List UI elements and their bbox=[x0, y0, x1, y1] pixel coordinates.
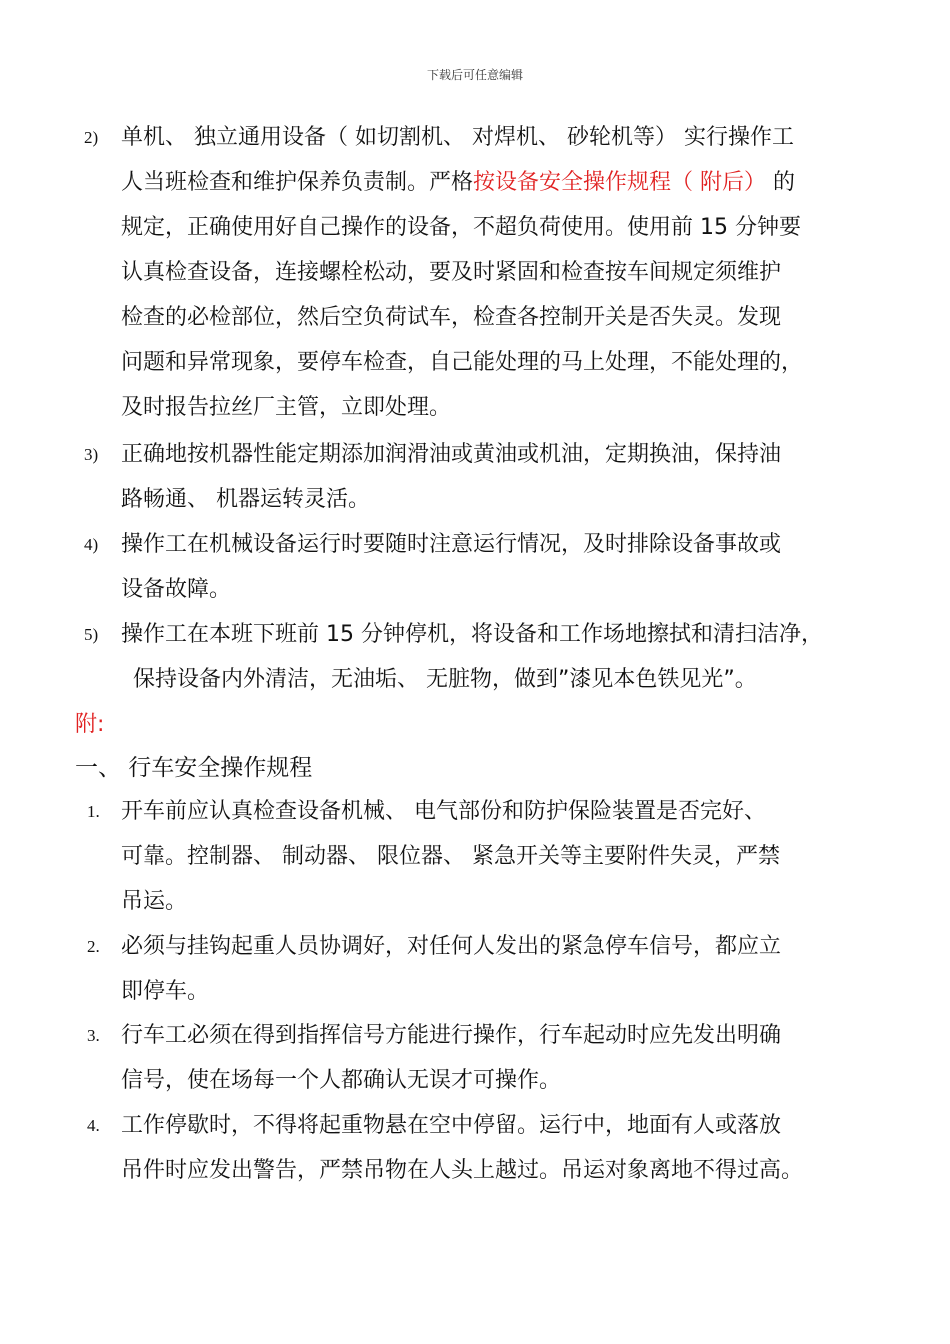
paragraph-line: 操作工在机械设备运行时要随时注意运行情况，及时排除设备事故或 bbox=[121, 532, 782, 557]
item-number: 5) bbox=[84, 625, 99, 644]
paragraph-line: 吊件时应发出警告，严禁吊物在人头上越过。吊运对象离地不得过高。 bbox=[121, 1158, 804, 1183]
paragraph-line: 工作停歇时，不得将起重物悬在空中停留。运行中，地面有人或落放 bbox=[121, 1113, 782, 1138]
paragraph-line: 操作工在本班下班前 15 分钟停机，将设备和工作场地擦拭和清扫洁净， bbox=[121, 622, 823, 647]
rule-number: 2. bbox=[87, 937, 100, 956]
paragraph-line: 认真检查设备，连接螺栓松动，要及时紧固和检查按车间规定须维护 bbox=[121, 260, 782, 285]
paragraph-line: 必须与挂钩起重人员协调好，对任何人发出的紧急停车信号，都应立 bbox=[121, 934, 782, 959]
paragraph-line: 行车工必须在得到指挥信号方能进行操作，行车起动时应先发出明确 bbox=[121, 1023, 782, 1048]
paragraph-line: 保持设备内外清洁，无油垢、 无脏物，做到”漆见本色铁见光”。 bbox=[133, 667, 757, 692]
paragraph-line: 正确地按机器性能定期添加润滑油或黄油或机油，定期换油，保持油 bbox=[121, 442, 782, 467]
rule-number: 1. bbox=[87, 802, 100, 821]
paragraph-line: 吊运。 bbox=[121, 889, 188, 914]
paragraph-line: 单机、 独立通用设备（ 如切割机、 对焊机、 砂轮机等） 实行操作工 bbox=[121, 125, 794, 150]
paragraph-line: 可靠。控制器、 制动器、 限位器、 紧急开关等主要附件失灵，严禁 bbox=[121, 844, 780, 869]
text-segment: 的 bbox=[766, 170, 796, 195]
item-number: 2) bbox=[84, 128, 99, 147]
paragraph-line: 信号，使在场每一个人都确认无误才可操作。 bbox=[121, 1068, 562, 1093]
paragraph-line: 路畅通、 机器运转灵活。 bbox=[121, 487, 370, 512]
paragraph-line: 及时报告拉丝厂主管，立即处理。 bbox=[121, 395, 452, 420]
item-number: 4) bbox=[84, 535, 99, 554]
paragraph-line: 开车前应认真检查设备机械、 电气部份和防护保险装置是否完好、 bbox=[121, 799, 766, 824]
page-header: 下载后可任意编辑 bbox=[426, 68, 523, 82]
text-segment: 人当班检查和维护保养负责制。严格 bbox=[121, 170, 474, 195]
highlighted-link-text: 按设备安全操作规程（ 附后） bbox=[473, 170, 767, 195]
rule-number: 3. bbox=[87, 1026, 100, 1045]
rule-number: 4. bbox=[87, 1116, 100, 1135]
item-number: 3) bbox=[84, 445, 99, 464]
paragraph-line: 即停车。 bbox=[121, 979, 210, 1004]
section-heading: 一、 行车安全操作规程 bbox=[75, 755, 313, 781]
paragraph-line: 设备故障。 bbox=[121, 577, 232, 602]
paragraph-line: 规定，正确使用好自己操作的设备，不超负荷使用。使用前 15 分钟要 bbox=[121, 215, 801, 240]
paragraph-line: 问题和异常现象，要停车检查，自己能处理的马上处理，不能处理的， bbox=[121, 350, 804, 375]
appendix-label: 附: bbox=[75, 712, 105, 737]
paragraph-line: 检查的必检部位，然后空负荷试车，检查各控制开关是否失灵。发现 bbox=[121, 305, 782, 330]
paragraph-line bbox=[121, 168, 795, 198]
